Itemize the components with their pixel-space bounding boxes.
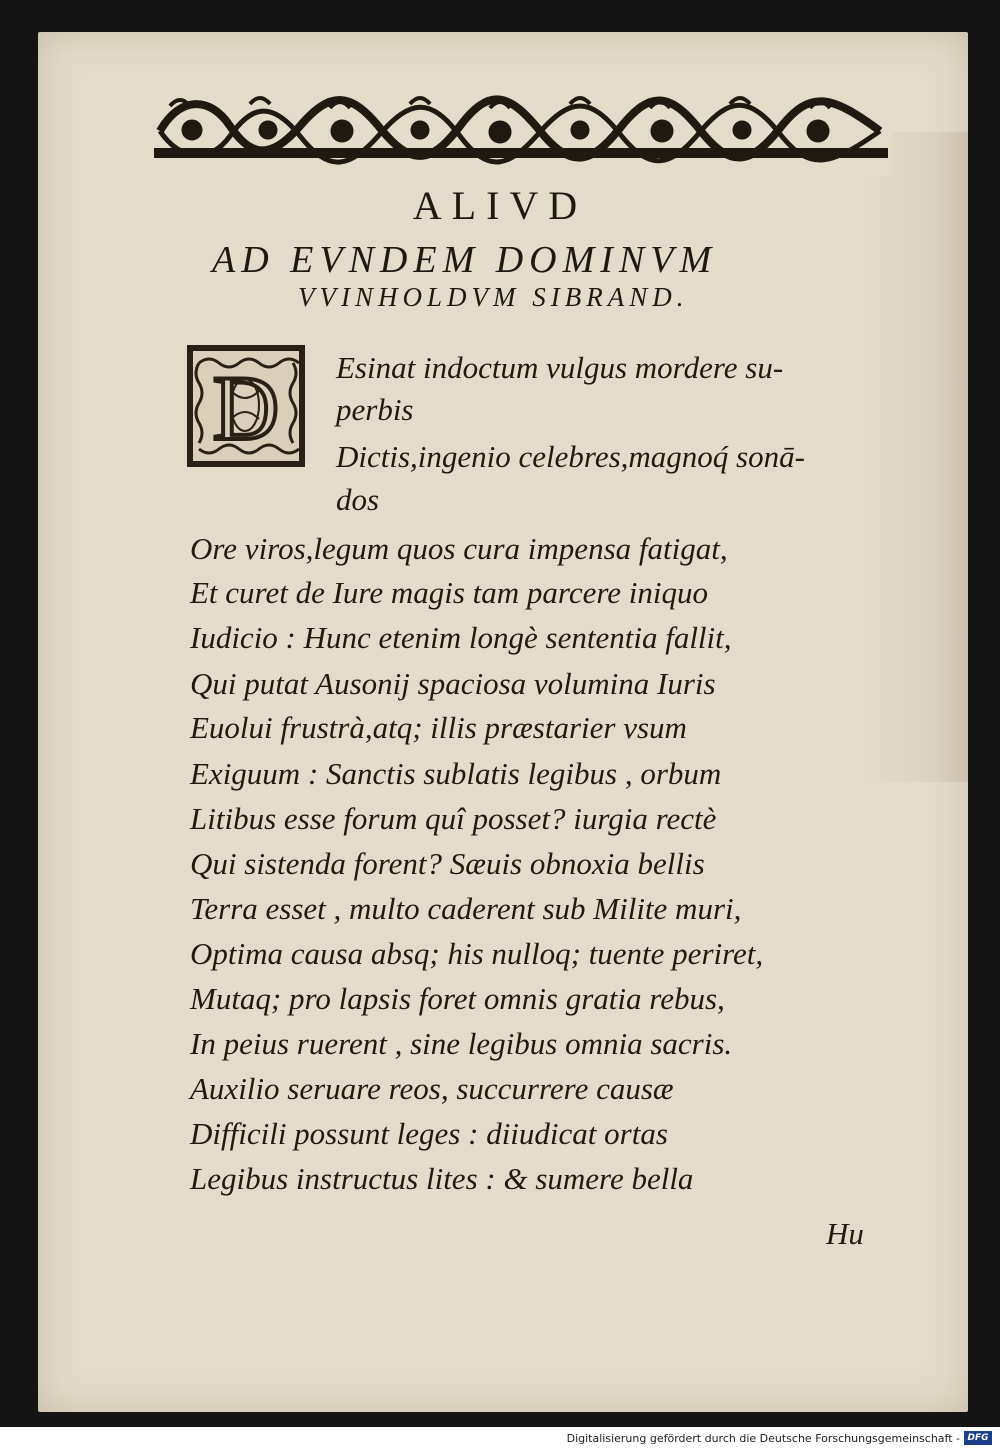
catchword: Hu <box>826 1216 864 1251</box>
verse-line: Qui putat Ausonij spaciosa volumina Iuris <box>190 666 716 701</box>
verse-line: Iudicio : Hunc etenim longè sententia fallit, <box>190 620 732 655</box>
verse-line: Euolui frustrà,atq; illis præstarier vsum <box>190 710 687 745</box>
verse-line: In peius ruerent , sine legibus omnia sacris. <box>190 1026 733 1061</box>
verse-line: Ore viros,legum quos cura impensa fatigat, <box>190 531 728 566</box>
decorated-initial <box>185 343 307 469</box>
verse-line: Exiguum : Sanctis sublatis legibus , orbum <box>190 756 722 791</box>
verse-line: Mutaq; pro lapsis foret omnis gratia rebus, <box>190 981 725 1016</box>
verse-line: Auxilio seruare reos, succurrere causæ <box>190 1071 674 1106</box>
verse-line: Legibus instructus lites : & sumere bella <box>190 1161 694 1196</box>
verse-line: Qui sistenda forent? Sæuis obnoxia bellis <box>190 846 705 881</box>
footer-credit-text: Digitalisierung gefördert durch die Deutsche Forschungsgemeinschaft - <box>566 1432 960 1445</box>
decorated-initial-graphic <box>185 343 307 469</box>
poem-dedication-line-1: AD EVNDEM DOMINVM <box>212 239 718 281</box>
verse-line: Esinat indoctum vulgus mordere su- <box>336 350 784 385</box>
verse-line: Et curet de Iure magis tam parcere iniquo <box>190 575 708 610</box>
verse-line: Difficili possunt leges : diiudicat ortas <box>190 1116 668 1151</box>
verse-line: dos <box>336 482 380 517</box>
verse-line: Litibus esse forum quî posset? iurgia rectè <box>190 801 717 836</box>
dfg-logo-icon: DFG <box>964 1431 992 1445</box>
initial-letter: D <box>212 357 280 459</box>
poem-title: ALIVD <box>412 183 588 228</box>
verse-line: Dictis,ingenio celebres,magnoq́ sonā- <box>336 439 805 474</box>
verse-line: Terra esset , multo caderent sub Milite muri, <box>190 891 742 926</box>
verse-line: Optima causa absq; his nulloq; tuente periret, <box>190 936 764 971</box>
ornamental-headpiece <box>150 86 892 176</box>
show-through-text <box>858 132 968 782</box>
digitization-footer <box>0 1427 1000 1451</box>
verse-line: perbis <box>336 392 414 427</box>
poem-dedication-line-2: VVINHOLDVM SIBRAND. <box>298 282 689 312</box>
